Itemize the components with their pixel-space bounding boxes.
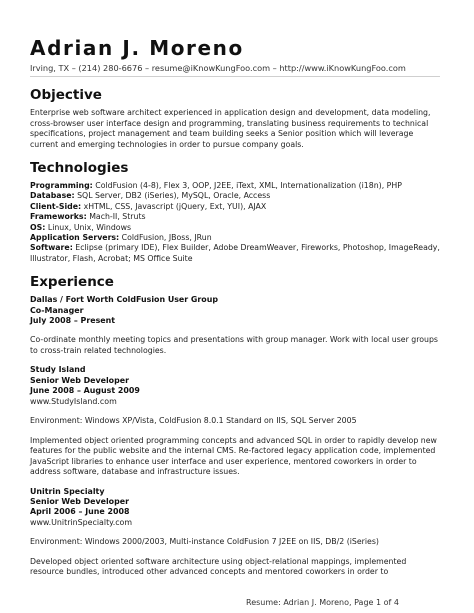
job-company: Study Island xyxy=(30,365,86,375)
job-website: www.UnitrinSpecialty.com xyxy=(30,517,133,527)
job-role: Senior Web Developer xyxy=(30,375,129,385)
tech-label: Programming: xyxy=(30,181,93,190)
tech-item xyxy=(30,202,440,212)
job-company: Unitrin Specialty xyxy=(30,486,105,496)
tech-item xyxy=(30,233,440,243)
job-entry xyxy=(30,487,440,578)
candidate-name: Adrian J. Moreno xyxy=(30,36,244,60)
tech-label: Frameworks: xyxy=(30,212,87,222)
tech-value: Mach-II, Struts xyxy=(89,212,146,222)
technologies-heading: Technologies xyxy=(30,160,129,176)
job-description: Implemented object oriented programming concepts and advanced SQL in order to rapidly develop new features for the public website and the internal CMS. Re-factored legacy application code, implemented JavaScript libraries to enhance user interface and user experience, mentored coworkers in order to address software, database and infrastructure issues. xyxy=(30,435,437,477)
tech-label: OS: xyxy=(30,222,46,232)
tech-item xyxy=(30,191,440,201)
tech-label: Database: xyxy=(30,191,75,201)
tech-label: Client-Side: xyxy=(30,201,82,211)
tech-label: Application Servers: xyxy=(30,233,120,243)
contact-line: Irving, TX – (214) 280-6676 – resume@iKnowKungFoo.com – http://www.iKnowKungFoo.com xyxy=(30,63,440,77)
job-website: www.StudyIsland.com xyxy=(30,396,117,406)
job-description: Developed object oriented software architecture using object-relational mappings, implemented resource bundles, introduced other advanced concepts and mentored coworkers in order to xyxy=(30,556,407,577)
job-dates: April 2006 – June 2008 xyxy=(30,507,130,517)
technologies-section xyxy=(30,160,440,264)
tech-item xyxy=(30,243,440,264)
tech-value: ColdFusion (4-8), Flex 3, OOP, J2EE, iText, XML, Internationalization (i18n), PHP xyxy=(95,181,402,190)
objective-text: Enterprise web software architect experienced in application design and development, data modeling, cross-browser user interface design and programming, translating business requirements to technical specifications, project management and team building seeks a Senior position which will leverage current and emerging technologies in order to pursue company goals. xyxy=(30,108,431,149)
tech-value: SQL Server, DB2 (iSeries), MySQL, Oracle, Access xyxy=(77,191,271,201)
job-environment: Environment: Windows XP/Vista, ColdFusion 8.0.1 Standard on IIS, SQL Server 2005 xyxy=(30,416,357,426)
job-dates: June 2008 – August 2009 xyxy=(30,386,140,396)
job-environment: Environment: Windows 2000/2003, Multi-instance ColdFusion 7 J2EE on IIS, DB/2 (iSeries) xyxy=(30,537,379,547)
job-entry xyxy=(30,365,440,477)
tech-item xyxy=(30,181,440,191)
job-dates: July 2008 – Present xyxy=(30,316,116,326)
job-description: Co-ordinate monthly meeting topics and presentations with group manager. Work with local user groups to cross-train related technologies. xyxy=(30,335,438,355)
experience-section xyxy=(30,274,440,577)
objective-heading: Objective xyxy=(30,87,102,103)
job-entry xyxy=(30,295,440,356)
tech-item xyxy=(30,212,440,222)
tech-value: ColdFusion, JBoss, JRun xyxy=(121,233,212,243)
experience-heading: Experience xyxy=(30,274,114,291)
tech-item xyxy=(30,223,440,233)
job-role: Senior Web Developer xyxy=(30,497,129,506)
tech-label: Software: xyxy=(30,243,73,253)
resume-page xyxy=(30,36,440,587)
job-company: Dallas / Fort Worth ColdFusion User Group xyxy=(30,295,218,305)
job-role: Co-Manager xyxy=(30,305,84,315)
tech-value: Linux, Unix, Windows xyxy=(47,222,132,232)
tech-value: xHTML, CSS, Javascript (jQuery, Ext, YUI), AJAX xyxy=(83,201,267,211)
objective-section xyxy=(30,87,440,150)
tech-value: Eclipse (primary IDE), Flex Builder, Adobe DreamWeaver, Fireworks, Photoshop, ImageReady, Illustrator, Flash, Acrobat; MS Office Suite xyxy=(30,243,440,263)
page-footer: Resume: Adrian J. Moreno, Page 1 of 4 xyxy=(246,598,399,607)
